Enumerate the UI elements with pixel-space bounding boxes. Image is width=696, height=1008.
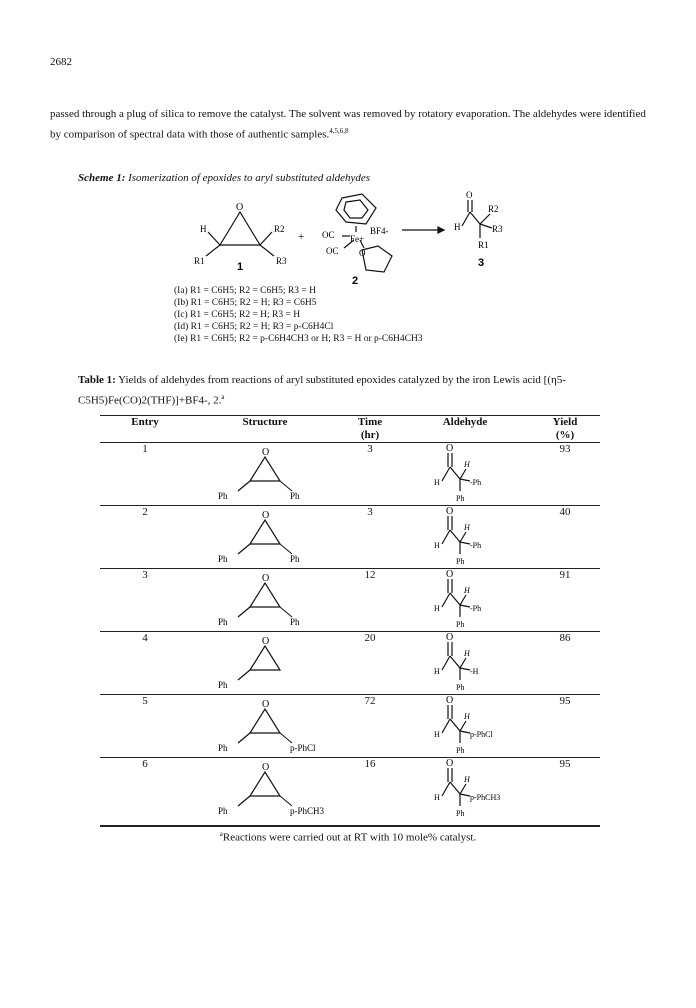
- aldehyde-structure: [400, 695, 530, 755]
- cell-structure: [190, 758, 340, 826]
- aldehyde-alpha-h: H: [464, 712, 470, 721]
- aldehyde-oxygen: O: [446, 506, 454, 517]
- epoxide-oxygen: O: [236, 202, 244, 213]
- product-h: H: [454, 222, 461, 232]
- scheme-label: Scheme 1:: [78, 172, 126, 184]
- structure-right-substituent: p-PhCl: [290, 743, 316, 753]
- cell-time: 3: [367, 443, 373, 455]
- aldehyde-side-substituent: -Ph: [470, 541, 482, 550]
- reaction-arrow: [402, 227, 444, 233]
- cell-entry: 5: [142, 695, 148, 707]
- aldehyde-oxygen: O: [446, 443, 454, 454]
- plus-sign: +: [298, 231, 305, 243]
- compound-3-label: 3: [478, 257, 485, 269]
- header-yield: [530, 416, 600, 443]
- cell-yield: 95: [559, 695, 571, 707]
- product-r1: R1: [478, 240, 489, 250]
- scheme-legend: [174, 285, 423, 345]
- scheme-title-text: Isomerization of epoxides to aryl substituted aldehydes: [128, 172, 371, 184]
- cell-time: 72: [364, 695, 376, 707]
- aldehyde-bottom-substituent: Ph: [456, 620, 465, 629]
- carbonyl-oc-2: OC: [326, 246, 339, 256]
- epoxide-r1: R1: [194, 256, 205, 266]
- cell-entry: 1: [142, 443, 148, 455]
- aldehyde-h: H: [434, 793, 440, 802]
- cell-aldehyde: [400, 695, 530, 758]
- aldehyde-structure: [400, 632, 530, 692]
- aldehyde-side-substituent: p-PhCl: [470, 730, 493, 739]
- header-aldehyde: Aldehyde: [400, 416, 530, 443]
- table-row: [100, 443, 600, 506]
- header-time-label: Time: [357, 416, 383, 428]
- epoxide-oxygen: O: [262, 636, 270, 647]
- epoxide-oxygen: O: [262, 447, 270, 458]
- scheme-diagram: [180, 190, 520, 290]
- cell-yield: 40: [559, 506, 571, 518]
- epoxide-structure: [200, 569, 330, 627]
- aldehyde-oxygen: O: [446, 695, 454, 706]
- cell-time: 3: [367, 506, 373, 518]
- table-header-row: [100, 416, 600, 443]
- cell-time: 12: [364, 569, 376, 581]
- compound-2-label: 2: [352, 275, 359, 287]
- epoxide-structure: [206, 212, 274, 256]
- aldehyde-alpha-h: H: [464, 649, 470, 658]
- epoxide-structure: [200, 443, 330, 501]
- header-time-unit: (hr): [360, 429, 380, 441]
- reference-superscript: 4,5,6,8: [329, 127, 349, 135]
- table-caption: [78, 372, 638, 410]
- aldehyde-alpha-h: H: [464, 775, 470, 784]
- structure-left-substituent: Ph: [218, 617, 228, 627]
- aldehyde-structure: [400, 443, 530, 503]
- carbonyl-oc-1: OC: [322, 230, 335, 240]
- cell-aldehyde: [400, 758, 530, 826]
- cell-yield: 86: [559, 632, 571, 644]
- header-yield-unit: (%): [555, 429, 575, 441]
- structure-left-substituent: Ph: [218, 491, 228, 501]
- aldehyde-oxygen: O: [446, 632, 454, 643]
- structure-left-substituent: Ph: [218, 680, 228, 690]
- aldehyde-bottom-substituent: Ph: [456, 494, 465, 503]
- iron-cation: Fe+: [350, 234, 365, 244]
- cell-entry: 3: [142, 569, 148, 581]
- cell-time: 20: [364, 632, 376, 644]
- aldehyde-h: H: [434, 541, 440, 550]
- cell-time: 16: [364, 758, 376, 770]
- structure-right-substituent: Ph: [290, 554, 300, 564]
- product-oxygen: O: [466, 190, 473, 200]
- structure-left-substituent: Ph: [218, 743, 228, 753]
- structure-right-substituent: Ph: [290, 617, 300, 627]
- header-entry: Entry: [100, 416, 190, 443]
- aldehyde-bottom-substituent: Ph: [456, 557, 465, 566]
- epoxide-structure: [200, 632, 330, 690]
- cell-aldehyde: [400, 506, 530, 569]
- cell-entry: 2: [142, 506, 148, 518]
- table-label: Table 1:: [78, 374, 116, 386]
- epoxide-structure: [200, 506, 330, 564]
- cell-structure: [190, 443, 340, 506]
- aldehyde-structure: [400, 569, 530, 629]
- aldehyde-h: H: [434, 667, 440, 676]
- table-row: [100, 569, 600, 632]
- legend-item: (Ie) R1 = C6H5; R2 = p-C6H4CH3 or H; R3 = H or p-C6H4CH3: [174, 334, 423, 344]
- legend-item: (Ib) R1 = C6H5; R2 = H; R3 = C6H5: [174, 298, 317, 308]
- aldehyde-h: H: [434, 604, 440, 613]
- header-structure: Structure: [190, 416, 340, 443]
- table-row: [100, 758, 600, 826]
- epoxide-oxygen: O: [262, 699, 270, 710]
- structure-right-substituent: p-PhCH3: [290, 806, 325, 816]
- results-table: [100, 415, 600, 827]
- caption-footnote-mark: a: [221, 393, 225, 401]
- epoxide-oxygen: O: [262, 762, 270, 773]
- legend-item: (Id) R1 = C6H5; R2 = H; R3 = p-C6H4Cl: [174, 322, 334, 332]
- page-number: 2682: [50, 56, 72, 68]
- aldehyde-side-substituent: -H: [470, 667, 479, 676]
- paragraph-text: passed through a plug of silica to remove the catalyst. The solvent was removed by rotatory evaporation. The aldehydes were identified by comparison of spectral data with those of authentic samples.: [50, 108, 646, 141]
- epoxide-oxygen: O: [262, 510, 270, 521]
- product-r3: R3: [492, 224, 503, 234]
- epoxide-h: H: [200, 224, 207, 234]
- epoxide-structure: [200, 758, 330, 816]
- footnote-text: Reactions were carried out at RT with 10 mole% catalyst.: [222, 831, 477, 844]
- aldehyde-h: H: [434, 730, 440, 739]
- thf-oxygen: O: [359, 248, 366, 258]
- epoxide-oxygen: O: [262, 573, 270, 584]
- cell-yield: 91: [559, 569, 571, 581]
- table-footnote: [0, 830, 696, 844]
- cell-entry: 6: [142, 758, 148, 770]
- structure-left-substituent: Ph: [218, 554, 228, 564]
- table-row: [100, 632, 600, 695]
- aldehyde-oxygen: O: [446, 569, 454, 580]
- scheme-title: [78, 172, 370, 184]
- cell-structure: [190, 695, 340, 758]
- aldehyde-bottom-substituent: Ph: [456, 746, 465, 755]
- header-time: [340, 416, 400, 443]
- cell-structure: [190, 506, 340, 569]
- body-paragraph: [50, 106, 646, 144]
- aldehyde-bottom-substituent: Ph: [456, 809, 465, 818]
- product-r2: R2: [488, 204, 499, 214]
- cell-aldehyde: [400, 443, 530, 506]
- aldehyde-structure: [400, 506, 530, 566]
- aldehyde-h: H: [434, 478, 440, 487]
- cell-yield: 95: [559, 758, 571, 770]
- cell-structure: [190, 632, 340, 695]
- legend-item: (Ia) R1 = C6H5; R2 = C6H5; R3 = H: [174, 286, 316, 296]
- cell-aldehyde: [400, 569, 530, 632]
- header-yield-label: Yield: [552, 416, 578, 428]
- epoxide-r3: R3: [276, 256, 287, 266]
- aldehyde-alpha-h: H: [464, 460, 470, 469]
- footnote-mark: a: [219, 830, 223, 838]
- table-row: [100, 506, 600, 569]
- bf4-anion: BF4-: [370, 226, 389, 236]
- table-body: [100, 443, 600, 826]
- aldehyde-structure: [400, 758, 530, 818]
- epoxide-structure: [200, 695, 330, 753]
- aldehyde-alpha-h: H: [464, 586, 470, 595]
- aldehyde-oxygen: O: [446, 758, 454, 769]
- cell-aldehyde: [400, 632, 530, 695]
- structure-left-substituent: Ph: [218, 806, 228, 816]
- epoxide-r2: R2: [274, 224, 285, 234]
- aldehyde-side-substituent: -Ph: [470, 604, 482, 613]
- aldehyde-alpha-h: H: [464, 523, 470, 532]
- aldehyde-bottom-substituent: Ph: [456, 683, 465, 692]
- legend-item: (Ic) R1 = C6H5; R2 = H; R3 = H: [174, 310, 301, 320]
- aldehyde-side-substituent: p-PhCH3: [470, 793, 501, 802]
- compound-1-label: 1: [237, 261, 244, 273]
- table-caption-text: Yields of aldehydes from reactions of aryl substituted epoxides catalyzed by the iron Lewis acid [(η5-C5H5)Fe(CO)2(THF)]+BF4-, 2.: [78, 374, 566, 407]
- structure-right-substituent: Ph: [290, 491, 300, 501]
- table-row: [100, 695, 600, 758]
- aldehyde-side-substituent: -Ph: [470, 478, 482, 487]
- cell-yield: 93: [559, 443, 571, 455]
- cell-structure: [190, 569, 340, 632]
- cell-entry: 4: [142, 632, 148, 644]
